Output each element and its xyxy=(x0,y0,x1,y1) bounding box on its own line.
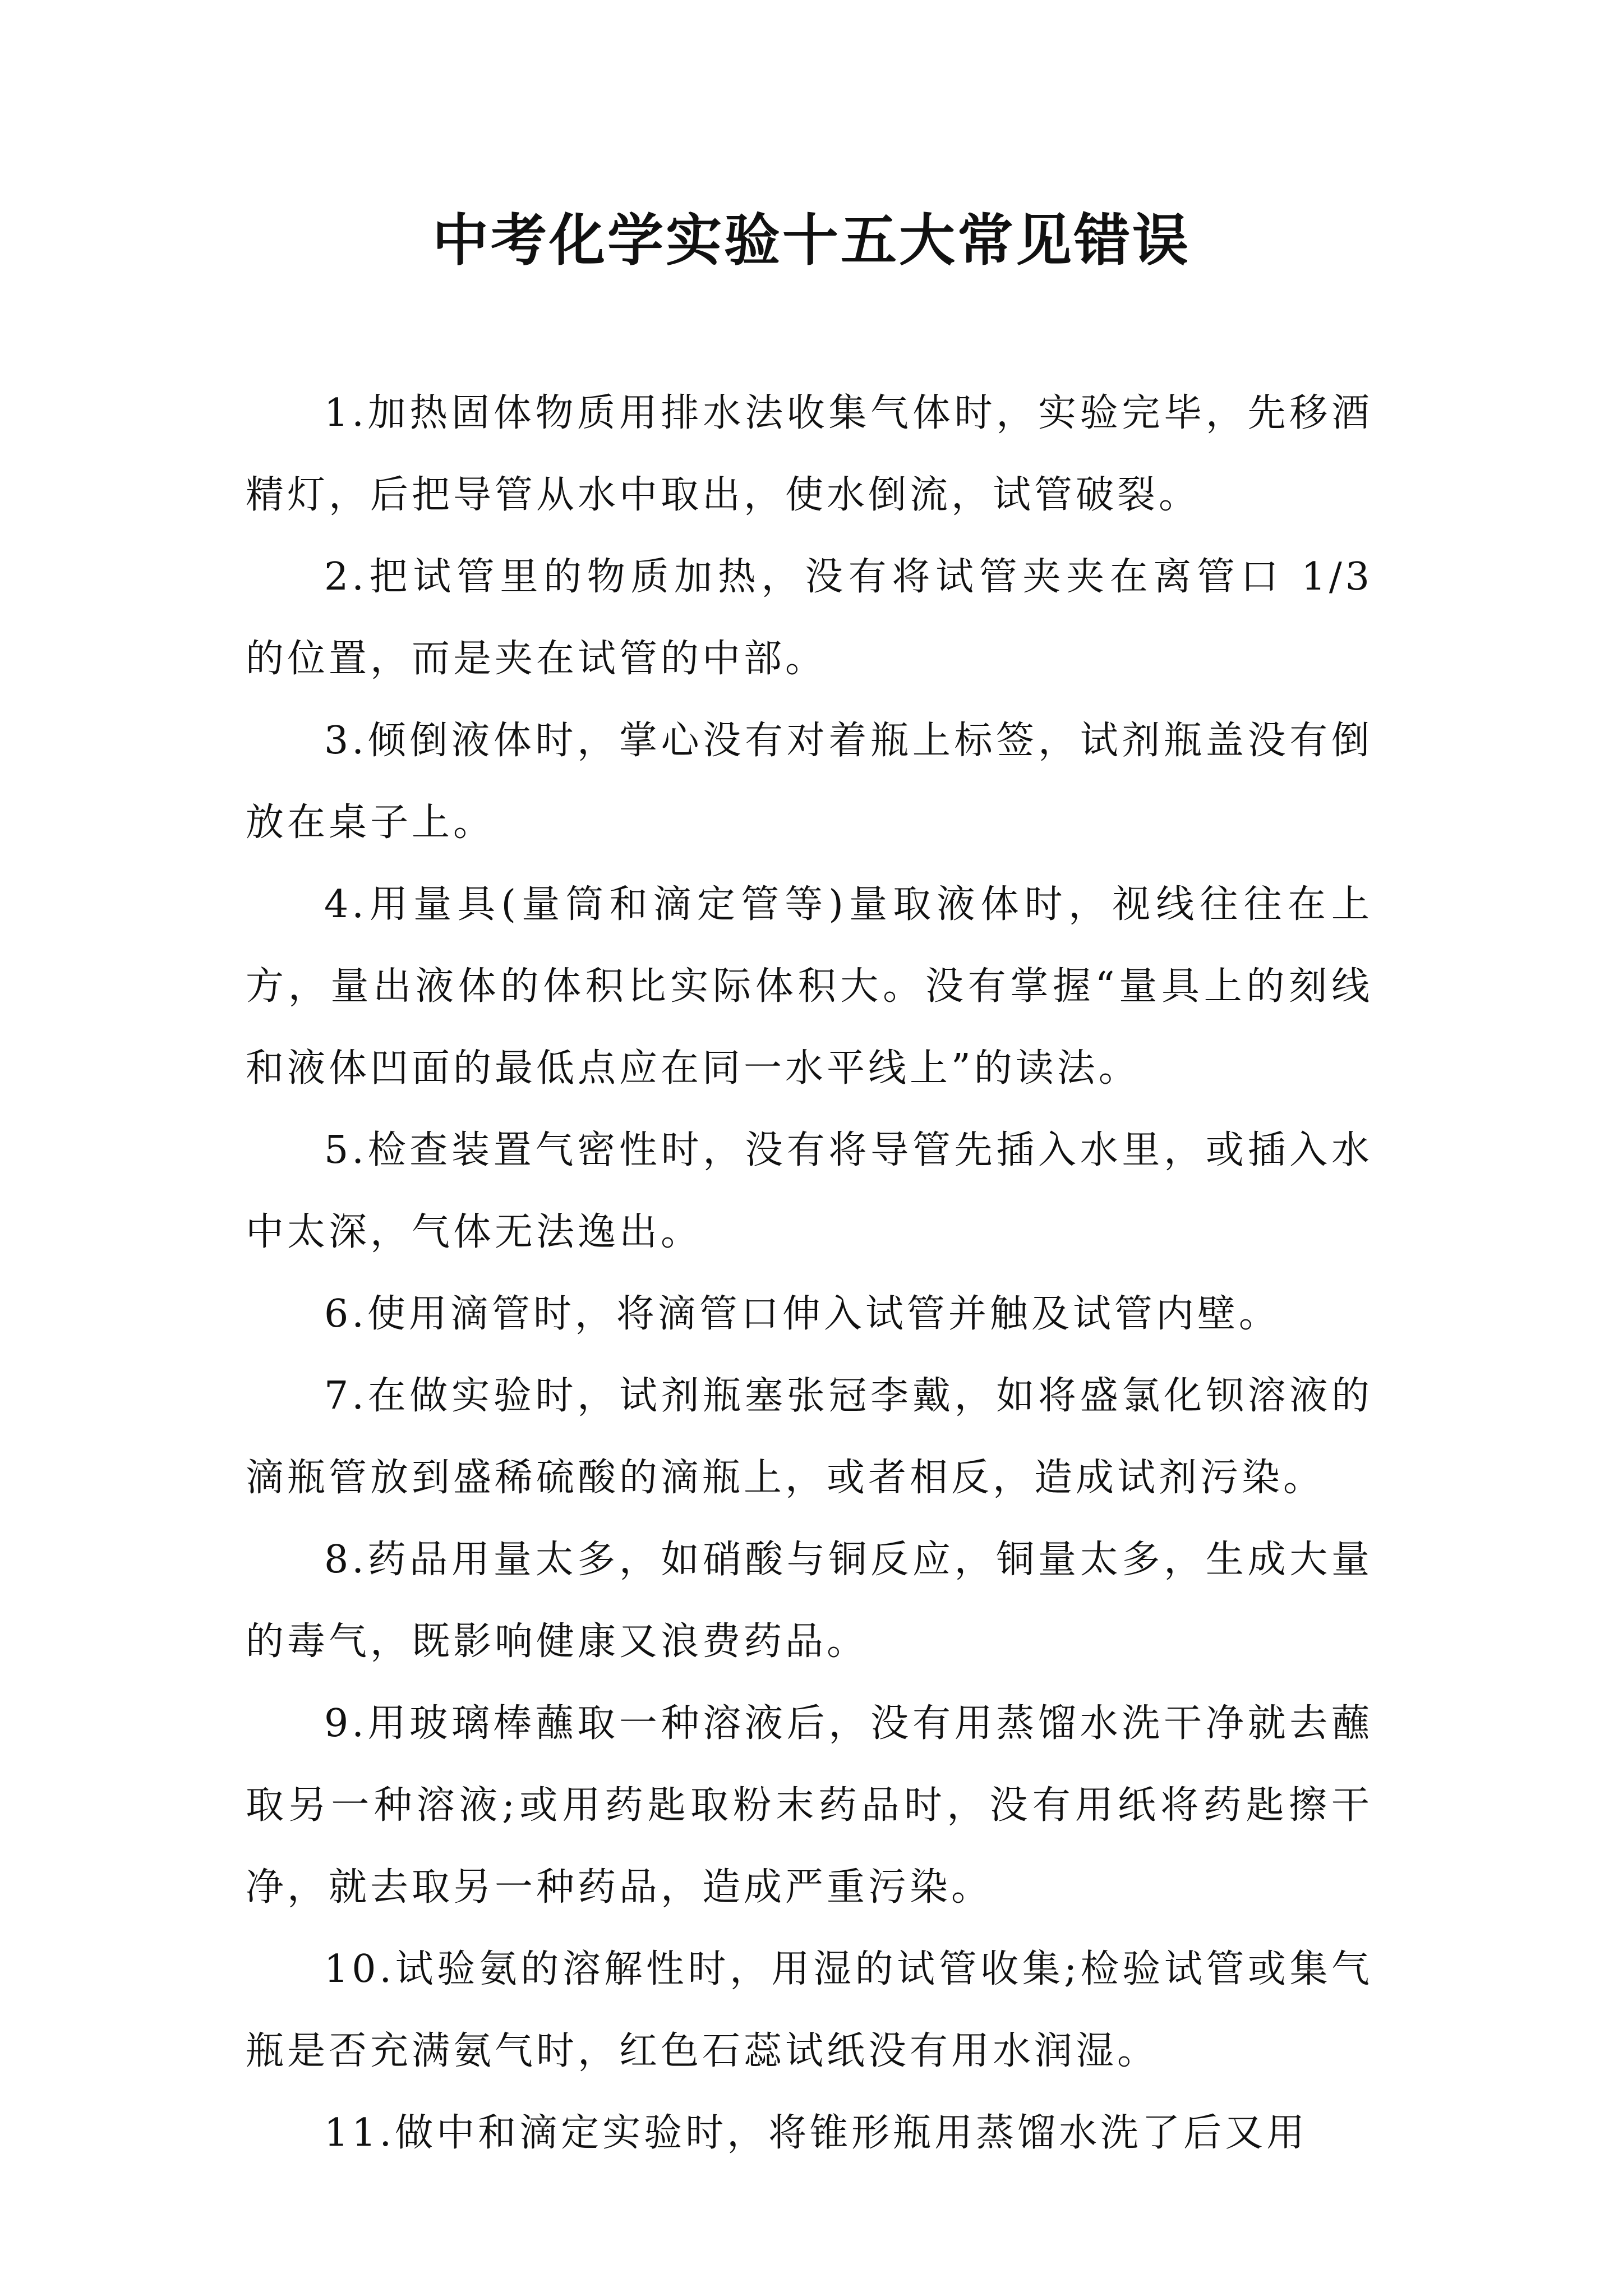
document-title: 中考化学实验十五大常见错误 xyxy=(432,207,1191,273)
document-body xyxy=(246,372,1373,2174)
paragraph-2: 2.把试管里的物质加热，没有将试管夹夹在离管口 1/3 的位置，而是夹在试管的中部。 xyxy=(246,555,1373,681)
paragraph-5: 5.检查装置气密性时，没有将导管先插入水里，或插入水中太深，气体无法逸出。 xyxy=(246,1128,1373,1254)
paragraph-1: 1.加热固体物质用排水法收集气体时，实验完毕，先移酒精灯，后把导管从水中取出，使水倒流，试管破裂。 xyxy=(246,391,1373,517)
paragraph-11: 11.做中和滴定实验时，将锥形瓶用蒸馏水洗了后又用 xyxy=(324,2111,1308,2155)
paragraph-7: 7.在做实验时，试剂瓶塞张冠李戴，如将盛氯化钡溶液的滴瓶管放到盛稀硫酸的滴瓶上，或者相反，造成试剂污染。 xyxy=(246,1374,1373,1500)
paragraph-4: 4.用量具(量筒和滴定管等)量取液体时，视线往往在上方，量出液体的体积比实际体积大。没有掌握“量具上的刻线和液体凹面的最低点应在同一水平线上”的读法。 xyxy=(246,882,1373,1091)
paragraph-9: 9.用玻璃棒蘸取一种溶液后，没有用蒸馏水洗干净就去蘸取另一种溶液;或用药匙取粉末药品时，没有用纸将药匙擦干净，就去取另一种药品，造成严重污染。 xyxy=(246,1701,1373,1910)
paragraph-8: 8.药品用量太多，如硝酸与铜反应，铜量太多，生成大量的毒气，既影响健康又浪费药品。 xyxy=(246,1538,1373,1664)
paragraph-10: 10.试验氨的溶解性时，用湿的试管收集;检验试管或集气瓶是否充满氨气时，红色石蕊试纸没有用水润湿。 xyxy=(246,1947,1373,2073)
paragraph-6: 6.使用滴管时，将滴管口伸入试管并触及试管内壁。 xyxy=(324,1292,1280,1336)
paragraph-3: 3.倾倒液体时，掌心没有对着瓶上标签，试剂瓶盖没有倒放在桌子上。 xyxy=(246,719,1373,845)
